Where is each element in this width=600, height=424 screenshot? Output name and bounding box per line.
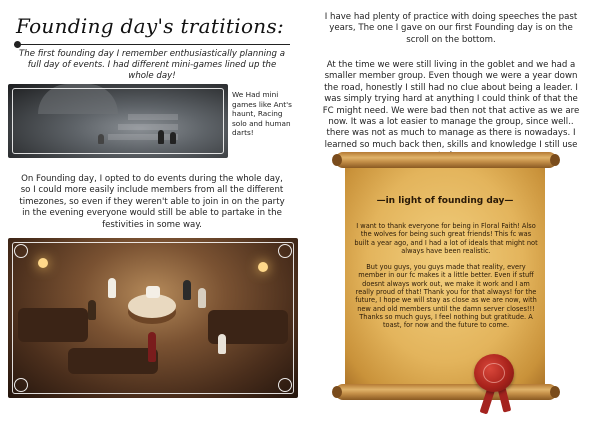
scroll-paragraph: But you guys, you guys made that reality, every member in our fc makes it a little better. Even if stuff doesnt always work out, we make it work and I am really proud of that! Thank you for that always! for the future, I hope we will stay as close as we are now, with new and old members until the damn server closes!!! Thanks so much guys, I feel nothing but gratitude. A toast, for now and the future to come. xyxy=(355,263,537,330)
scroll-title: —in light of founding day— xyxy=(376,196,514,206)
scroll-top-roll xyxy=(335,152,557,168)
scroll-paragraph: I want to thank everyone for being in Floral Faith! Also the wolves for being such great friends! This fc was built a year ago, and I had a lot of ideals that might not always have been realistic. xyxy=(354,222,538,255)
screenshot-photo-party xyxy=(8,238,298,398)
photo-caption: We Had mini games like Ant's haunt, Racing solo and human darts! xyxy=(232,90,292,138)
wax-seal-icon xyxy=(474,354,514,392)
scroll-speech-text xyxy=(353,222,539,338)
frame-corner-ornament xyxy=(278,378,292,392)
body-paragraph: On Founding day, I opted to do events during the whole day, so I could more easily include members from all the different timezones, so even if they weren't able to join in on the party in the evening everyone would still be able to partake in the festivities in some way. xyxy=(19,174,285,230)
scroll-bottom-roll xyxy=(335,384,557,400)
screenshot-photo-minigames xyxy=(8,84,228,158)
history-paragraph: At the time we were still living in the goblet and we had a smaller member group. Even though we were a year down the road, honestly I still had no clue about being a leader. I was simply trying hard at anything I could think of that the FC might need. We were bad then not that active as we are now. It was a lot easier to manage the group, since well.. there was not as much to manage as there is nowadays. I learned so much back then, skills and knowledge I still use xyxy=(322,60,580,150)
speech-scroll xyxy=(335,152,555,412)
page-title: Founding day's tratitions: xyxy=(16,14,285,38)
title-divider xyxy=(14,44,290,45)
speech-intro-paragraph: I have had plenty of practice with doing speeches the past years, The one I gave on our first Founding day is on the scroll on the bottom. xyxy=(324,12,578,45)
frame-corner-ornament xyxy=(278,244,292,258)
frame-corner-ornament xyxy=(14,244,28,258)
intro-text: The first founding day I remember enthusiastically planning a full day of events. I had different mini-games lined up the whole day! xyxy=(19,49,285,82)
frame-corner-ornament xyxy=(14,378,28,392)
